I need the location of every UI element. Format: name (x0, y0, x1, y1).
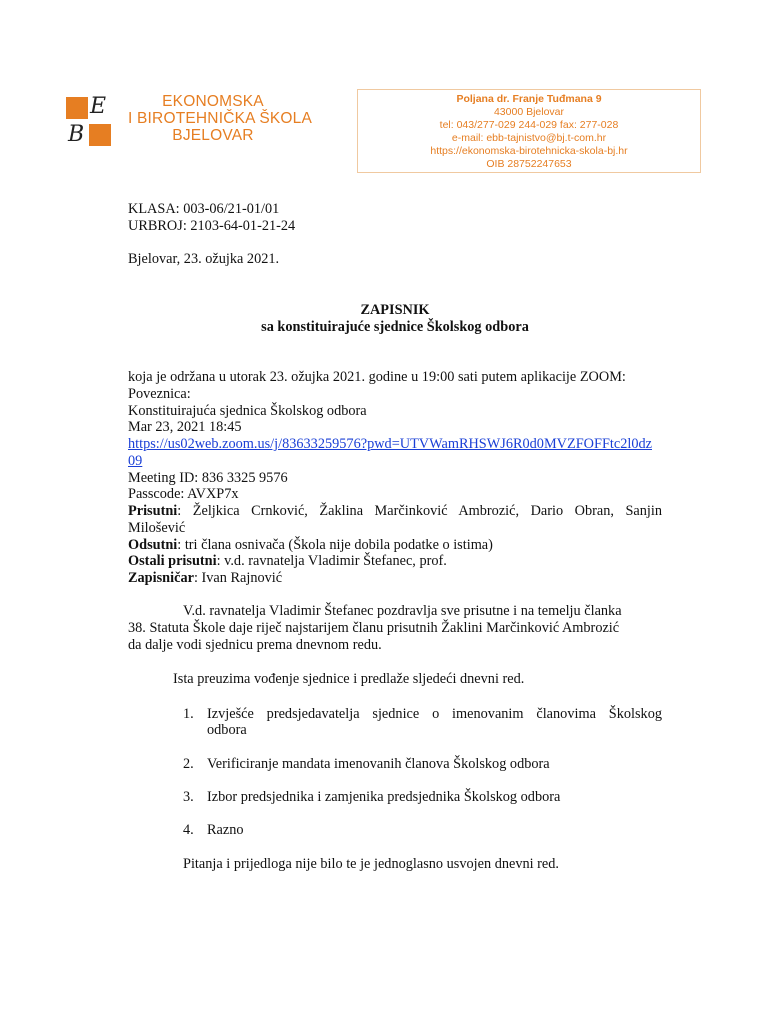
prisutni-line2: Milošević (128, 520, 186, 536)
closing-statement: Pitanja i prijedloga nije bilo te je jednoglasno usvojen dnevni red. (183, 856, 560, 872)
place-date: Bjelovar, 23. ožujka 2021. (128, 251, 280, 267)
paragraph1-line2: 38. Statuta Škole daje riječ najstarijem članu prisutnih Žaklini Marčinković Ambrozić (128, 620, 620, 636)
zapisnicar-text: : Ivan Rajnović (193, 570, 283, 586)
document-title: ZAPISNIK (360, 302, 430, 318)
contact-box (357, 89, 701, 173)
klasa: KLASA: 003-06/21-01/01 (128, 201, 280, 217)
contact-email: e-mail: ebb-tajnistvo@bj.t-com.hr (451, 132, 607, 144)
logo-letter-b: B (68, 122, 85, 147)
zoom-link[interactable]: https://us02web.zoom.us/j/83633259576?pwd=UTVWamRHSWJ6R0d0MVZFOFFtc2l0dz (128, 436, 652, 452)
agenda-number: 4. (183, 822, 194, 838)
logo-square-bottom-right (89, 124, 111, 146)
ostali-line (128, 553, 447, 569)
contact-website: https://ekonomska-birotehnicka-skola-bj.hr (430, 145, 628, 157)
paragraph2: Ista preuzima vođenje sjednice i predlaže sljedeći dnevni red. (173, 671, 525, 687)
document-subtitle: sa konstituirajuće sjednice Školskog odbora (261, 319, 529, 335)
agenda-text: Izvješće predsjedavatelja sjednice o imenovanim članovima Školskog (207, 706, 662, 722)
agenda-number: 1. (183, 706, 194, 722)
odsutni-line (128, 537, 493, 553)
agenda-text: Razno (207, 822, 244, 838)
contact-city: 43000 Bjelovar (493, 106, 565, 118)
event-name: Konstituirajuća sjednica Školskog odbora (128, 403, 367, 419)
prisutni-line (128, 503, 662, 519)
school-name-line3: BJELOVAR (172, 127, 254, 144)
agenda-text-continued: odbora (207, 722, 247, 738)
school-name-line1: EKONOMSKA (162, 93, 264, 110)
zapisnicar-line (128, 570, 282, 586)
ostali-label: Ostali prisutni (128, 553, 217, 569)
contact-phones: tel: 043/277-029 244-029 fax: 277-028 (439, 119, 619, 131)
contact-oib: OIB 28752247653 (486, 158, 572, 170)
poveznica-label: Poveznica: (128, 386, 191, 402)
ostali-text: : v.d. ravnatelja Vladimir Štefanec, prof. (216, 553, 447, 569)
passcode: Passcode: AVXP7x (128, 486, 239, 502)
odsutni-text: : tri člana osnivača (Škola nije dobila podatke o istima) (177, 537, 493, 553)
agenda-number: 2. (183, 756, 194, 772)
zapisnicar-label: Zapisničar (128, 570, 194, 586)
odsutni-label: Odsutni (128, 537, 178, 553)
logo-letter-e: E (90, 94, 107, 119)
agenda-text: Verificiranje mandata imenovanih članova Školskog odbora (207, 756, 550, 772)
prisutni-label: Prisutni (128, 503, 178, 519)
meeting-intro: koja je održana u utorak 23. ožujka 2021. godine u 19:00 sati putem aplikacije ZOOM: (128, 369, 626, 385)
school-name (128, 93, 313, 144)
urbroj: URBROJ: 2103-64-01-21-24 (128, 218, 296, 234)
event-time: Mar 23, 2021 18:45 (128, 419, 242, 435)
prisutni-names: : Željkica Crnković, Žaklina Marčinković Ambrozić, Dario Obran, Sanjin (177, 503, 662, 519)
meeting-id: Meeting ID: 836 3325 9576 (128, 470, 288, 486)
zoom-link-continued[interactable]: 09 (128, 453, 143, 469)
paragraph1-line1: V.d. ravnatelja Vladimir Štefanec pozdravlja sve prisutne i na temelju članka (183, 603, 622, 619)
zoom-link-line1[interactable] (128, 436, 652, 452)
school-name-line2: I BIROTEHNIČKA ŠKOLA (128, 110, 313, 127)
contact-address: Poljana dr. Franje Tuđmana 9 (456, 93, 602, 105)
paragraph1-line3: da dalje vodi sjednicu prema dnevnom redu. (128, 637, 382, 653)
agenda-number: 3. (183, 789, 194, 805)
zoom-link-line2[interactable] (128, 453, 142, 469)
agenda-text: Izbor predsjednika i zamjenika predsjednika Školskog odbora (207, 789, 561, 805)
logo-square-top-left (66, 97, 88, 119)
